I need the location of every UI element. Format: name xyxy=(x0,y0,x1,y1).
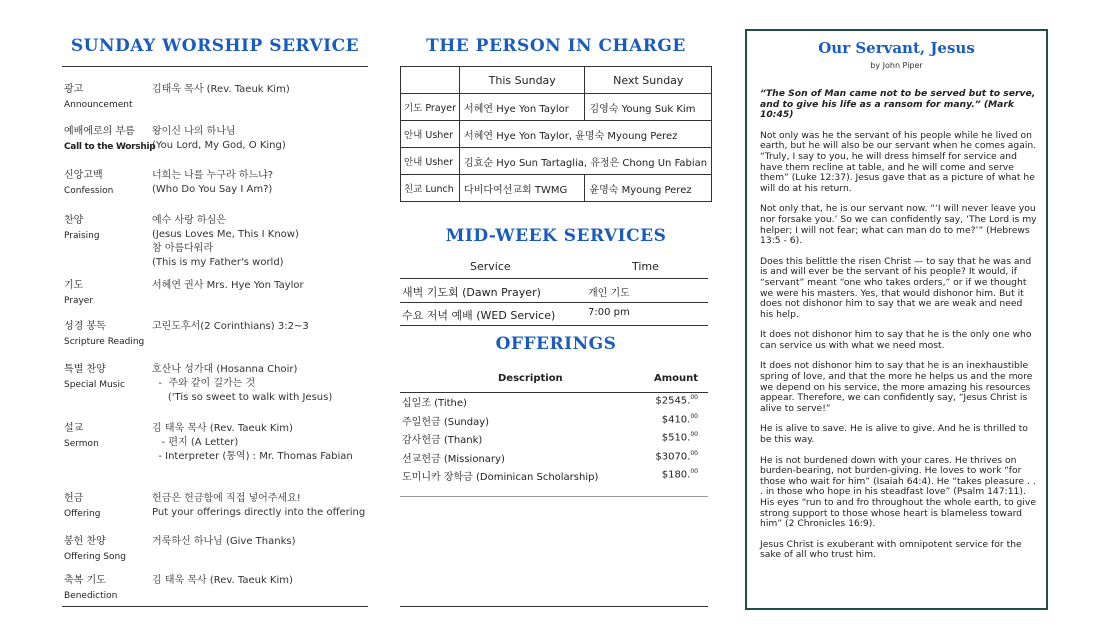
midweek-time: 7:00 pm xyxy=(588,307,630,318)
worship-item-korean: 설교 xyxy=(64,423,84,434)
worship-item-english: Special Music xyxy=(64,380,125,390)
worship-item-line: (Jesus Loves Me, This I Know) xyxy=(152,229,299,240)
charge-this: 다비다여선교회 TWMG xyxy=(460,175,585,202)
worship-item-english: Announcement xyxy=(64,100,133,110)
offering-desc: 십일조 (Tithe) xyxy=(402,398,467,409)
worship-item-korean: 봉헌 찬양 xyxy=(64,536,106,547)
worship-item-korean: 찬양 xyxy=(64,215,84,226)
worship-item-line: 너희는 나를 누구라 하느냐? xyxy=(152,170,274,181)
offering-desc: 주일헌금 (Sunday) xyxy=(402,416,490,428)
offerings-col-desc: Description xyxy=(498,373,563,384)
worship-item-english: Offering xyxy=(64,509,101,519)
offering-amount-cents: 00 xyxy=(690,412,698,420)
charge-role: 기도 Prayer xyxy=(401,94,460,121)
charge-row xyxy=(401,121,712,148)
article-byline: by John Piper xyxy=(870,61,923,70)
charge-col-next: Next Sunday xyxy=(585,67,712,94)
middle-bottom-rule xyxy=(400,606,708,607)
midweek-row-rule xyxy=(400,302,708,303)
midweek-service: 수요 저녁 예배 (WED Service) xyxy=(402,309,556,322)
article-paragraph: It does not dishonor him to say that he is an inexhaustible spring of love, and that the more he helps us and the more we depend on his service, the more amazing his resources appear. Therefore, we can confidently say, “Jesus Christ is alive to serve!” xyxy=(760,360,1033,414)
offering-amount xyxy=(655,450,698,462)
article-box xyxy=(745,29,1048,610)
charge-title: THE PERSON IN CHARGE xyxy=(426,36,686,56)
worship-item-korean: 기도 xyxy=(64,280,84,291)
charge-role: 안내 Usher xyxy=(401,148,460,175)
offerings-col-amount: Amount xyxy=(654,373,699,384)
midweek-header xyxy=(400,258,708,279)
worship-item-english: Scripture Reading xyxy=(64,337,145,347)
charge-col-this: This Sunday xyxy=(460,67,585,94)
article-body xyxy=(760,89,1037,571)
midweek-col-service: Service xyxy=(470,260,511,273)
worship-item-details xyxy=(152,279,372,293)
midweek-time: 개인 기도 xyxy=(588,288,630,299)
worship-item-details xyxy=(152,214,372,270)
article-paragraph: Does this belittle the risen Christ — to say that he was and is and will ever be the servant of his people? It would, if “servant” meant “one who takes orders,” or if we thought we were his masters. Yes, that would dishonor him. But it does not dishonor him to say that we are weak and need his help. xyxy=(760,255,1032,320)
worship-item-details xyxy=(152,169,372,197)
article-paragraph: Jesus Christ is exuberant with omnipotent service for the sake of all who trust him. xyxy=(760,538,1022,561)
offering-amount-value: $510. xyxy=(661,432,691,444)
worship-item-english: Call to the Worship xyxy=(64,142,156,152)
charge-this: 서혜연 Hye Yon Taylor xyxy=(460,94,585,121)
charge-row xyxy=(401,148,712,175)
worship-item-korean: 광고 xyxy=(64,84,84,95)
worship-item-line: 김 태욱 목사 (Rev. Taeuk Kim) xyxy=(152,423,293,434)
worship-title: SUNDAY WORSHIP SERVICE xyxy=(70,36,360,56)
charge-next: 김영숙 Young Suk Kim xyxy=(585,94,712,121)
charge-role: 친교 Lunch xyxy=(401,175,460,202)
article-paragraph: He is alive to save. He is alive to give. And he is thrilled to be this way. xyxy=(760,423,1028,446)
worship-item-details xyxy=(152,83,372,97)
worship-item-details xyxy=(152,422,372,464)
worship-item-english: Prayer xyxy=(64,296,94,306)
article-title: Our Servant, Jesus xyxy=(818,39,975,57)
offering-amount-value: $410. xyxy=(661,413,691,425)
offering-amount-value: $180. xyxy=(661,469,691,481)
worship-item-korean: 특별 찬양 xyxy=(64,364,106,375)
midweek-service: 새벽 기도회 (Dawn Prayer) xyxy=(402,286,541,299)
worship-item-line: 참 아름다워라 xyxy=(152,243,214,254)
worship-item-line: 김 태욱 목사 (Rev. Taeuk Kim) xyxy=(152,575,293,586)
worship-item-line: ('Tis so sweet to walk with Jesus) xyxy=(152,392,333,403)
article-paragraph: Not only was he the servant of his people while he lived on earth, but he will also be our servant when he comes again. “Truly, I say to you, he will dress himself for service and have them recline at table, and he will come and serve them” (Luke 12:37). Jesus gave that as a picture of what he will do at his return. xyxy=(760,129,1037,194)
worship-item-details xyxy=(152,492,372,520)
article-quote: “The Son of Man came not to be served but to serve, and to give his life as a ransom for many.” (Mark 10:45) xyxy=(760,88,1036,121)
worship-item-line: 헌금은 헌금함에 직접 넣어주세요! xyxy=(152,493,301,504)
worship-item-details xyxy=(152,125,372,153)
worship-list xyxy=(62,36,368,636)
worship-item-line: - 주와 같이 길가는 것 xyxy=(152,378,256,389)
worship-item-details xyxy=(152,320,372,334)
offerings-title: OFFERINGS xyxy=(495,334,617,354)
article-paragraph: Not only that, he is our servant now. “‘I will never leave you nor forsake you.’ So we can confidently say, ‘The Lord is my helper; I will not fear; what can man do to me?’” (Hebrews 13:5 - 6). xyxy=(760,203,1037,247)
article-paragraph: He is not burdened down with your cares. He thrives on burden-bearing, not burden-giving. He loves to work “for those who wait for him” (Isaiah 64:4). He “takes pleasure . . . in those who hope in his steadfast love” (Psalm 147:11). His eyes “run to and fro throughout the whole earth, to give strong support to those whose heart is blameless toward him” (2 Chronicles 16:9). xyxy=(760,454,1037,530)
worship-item-line: 거룩하신 하나님 (Give Thanks) xyxy=(152,536,296,547)
worship-item-english: Confession xyxy=(64,186,114,196)
offering-amount xyxy=(662,413,698,425)
charge-table xyxy=(400,66,712,202)
offering-amount xyxy=(662,468,698,480)
worship-item-details xyxy=(152,363,372,405)
worship-item-line: 호산나 성가대 (Hosanna Choir) xyxy=(152,364,298,375)
charge-corner-cell xyxy=(401,67,460,94)
worship-item-line: 고린도후서(2 Corinthians) 3:2~3 xyxy=(152,321,309,332)
worship-item-line: 김태욱 목사 (Rev. Taeuk Kim) xyxy=(152,84,290,95)
worship-item-korean: 축복 기도 xyxy=(64,575,106,586)
charge-next: 윤명숙 Myoung Perez xyxy=(585,175,712,202)
offering-amount-cents: 00 xyxy=(690,394,698,401)
offering-amount-value: $2545. xyxy=(655,395,691,407)
worship-item-line: Put your offerings directly into the offering xyxy=(152,507,366,518)
charge-row xyxy=(401,175,712,202)
worship-item-english: Offering Song xyxy=(64,552,126,562)
worship-item-korean: 헌금 xyxy=(64,493,84,504)
worship-item-line: 서혜연 권사 Mrs. Hye Yon Taylor xyxy=(152,280,304,291)
worship-item-english: Benediction xyxy=(64,591,118,601)
offering-amount xyxy=(655,394,698,406)
worship-item-line: (You Lord, My God, O King) xyxy=(152,140,286,151)
midweek-bottom-rule xyxy=(400,325,708,326)
worship-item-line: (Who Do You Say I Am?) xyxy=(152,184,273,195)
worship-item-line: - 편지 (A Letter) xyxy=(152,437,239,448)
worship-bottom-rule xyxy=(62,606,368,607)
offering-amount-value: $3070. xyxy=(655,450,691,462)
charge-role: 안내 Usher xyxy=(401,121,460,148)
charge-header-row xyxy=(401,67,712,94)
worship-item-english: Sermon xyxy=(64,439,99,449)
offering-desc: 도미니카 장학금 (Dominican Scholarship) xyxy=(402,472,599,483)
charge-both: 김효순 Hyo Sun Tartaglia, 유정은 Chong Un Fabian xyxy=(460,148,712,175)
worship-item-korean: 예배에로의 부름 xyxy=(64,126,135,137)
midweek-col-time: Time xyxy=(632,260,659,273)
charge-row xyxy=(401,94,712,121)
article-paragraph: It does not dishonor him to say that he is the only one who can service us with what we need most. xyxy=(760,329,1032,351)
offering-amount-cents: 00 xyxy=(690,449,698,457)
worship-item-line: 예수 사랑 하심은 xyxy=(152,215,226,226)
worship-item-line: - Interpreter (통역) : Mr. Thomas Fabian xyxy=(152,451,353,462)
worship-item-details xyxy=(152,574,372,588)
worship-item-line: 왕이신 나의 하나님 xyxy=(152,126,236,137)
worship-item-korean: 신앙고백 xyxy=(64,170,103,181)
charge-both: 서혜연 Hye Yon Taylor, 윤명숙 Myoung Perez xyxy=(460,121,712,148)
offerings-bottom-rule xyxy=(400,496,708,497)
article-paragraphs xyxy=(760,131,1037,561)
offering-amount xyxy=(662,431,698,443)
offering-amount-cents: 00 xyxy=(690,431,698,438)
offering-desc: 선교헌금 (Missionary) xyxy=(402,453,505,465)
worship-item-line: (This is my Father's world) xyxy=(152,257,284,268)
worship-section xyxy=(62,36,368,601)
offering-amount-cents: 00 xyxy=(690,468,698,475)
worship-item-details xyxy=(152,535,372,549)
worship-item-english: Praising xyxy=(64,231,100,241)
midweek-title: MID-WEEK SERVICES xyxy=(445,226,667,246)
offerings-header xyxy=(400,370,708,393)
offering-desc: 감사헌금 (Thank) xyxy=(402,435,483,446)
middle-section xyxy=(400,36,712,483)
worship-item-korean: 성경 봉독 xyxy=(64,321,106,332)
